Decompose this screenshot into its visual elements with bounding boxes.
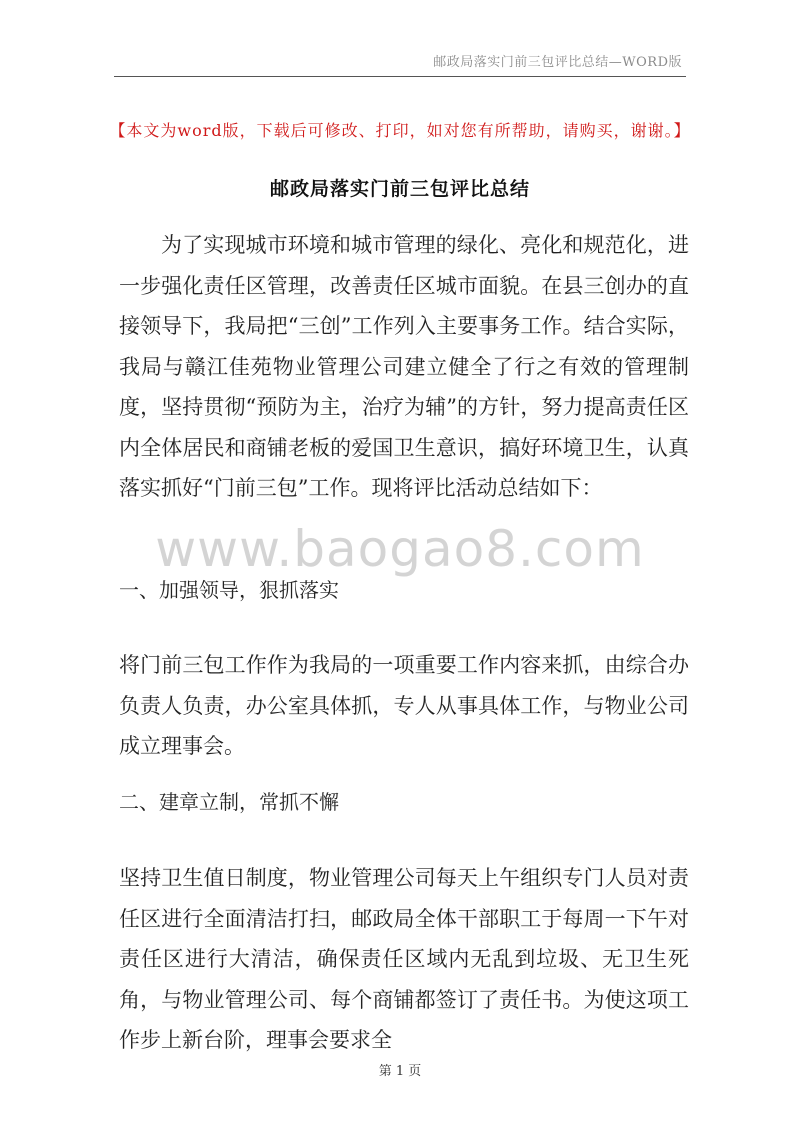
section-heading-2: 二、建章立制，常抓不懈 [119, 790, 339, 814]
running-header-title: 邮政局落实门前三包评比总结—WORD版 [433, 55, 682, 70]
intro-paragraph: 为了实现城市环境和城市管理的绿化、亮化和规范化，进一步强化责任区管理，改善责任区城市面貌。在县三创办的直接领导下，我局把“三创”工作列入主要事务工作。结合实际，我局与赣江佳苑物业管理公司建立健全了行之有效的管理制度，坚持贯彻“预防为主，治疗为辅”的方针，努力提高责任区内全体居民和商铺老板的爱国卫生意识，搞好环境卫生，认真落实抓好“门前三包”工作。现将评比活动总结如下： [119, 233, 689, 500]
page-number: 第 1 页 [378, 1064, 422, 1079]
section-body-2: 坚持卫生值日制度，物业管理公司每天上午组织专门人员对责任区进行全面清洁打扫，邮政局全体干部职工于每周一下午对责任区进行大清洁，确保责任区域内无乱到垃圾、无卫生死角，与物业管理公司、每个商铺都签订了责任书。为使这项工作步上新台阶，理事会要求全 [119, 866, 689, 1052]
section-heading-1: 一、加强领导，狠抓落实 [119, 578, 339, 602]
download-notice: 【本文为word版，下载后可修改、打印，如对您有所帮助，请购买，谢谢。】 [109, 121, 691, 140]
section-body-1: 将门前三包工作作为我局的一项重要工作内容来抓，由综合办负责人负责，办公室具体抓，专人从事具体工作，与物业公司成立理事会。 [119, 653, 689, 758]
document-title: 邮政局落实门前三包评比总结 [269, 178, 530, 200]
watermark-text: www.baogao8.com [155, 520, 645, 578]
header-divider [114, 76, 686, 77]
